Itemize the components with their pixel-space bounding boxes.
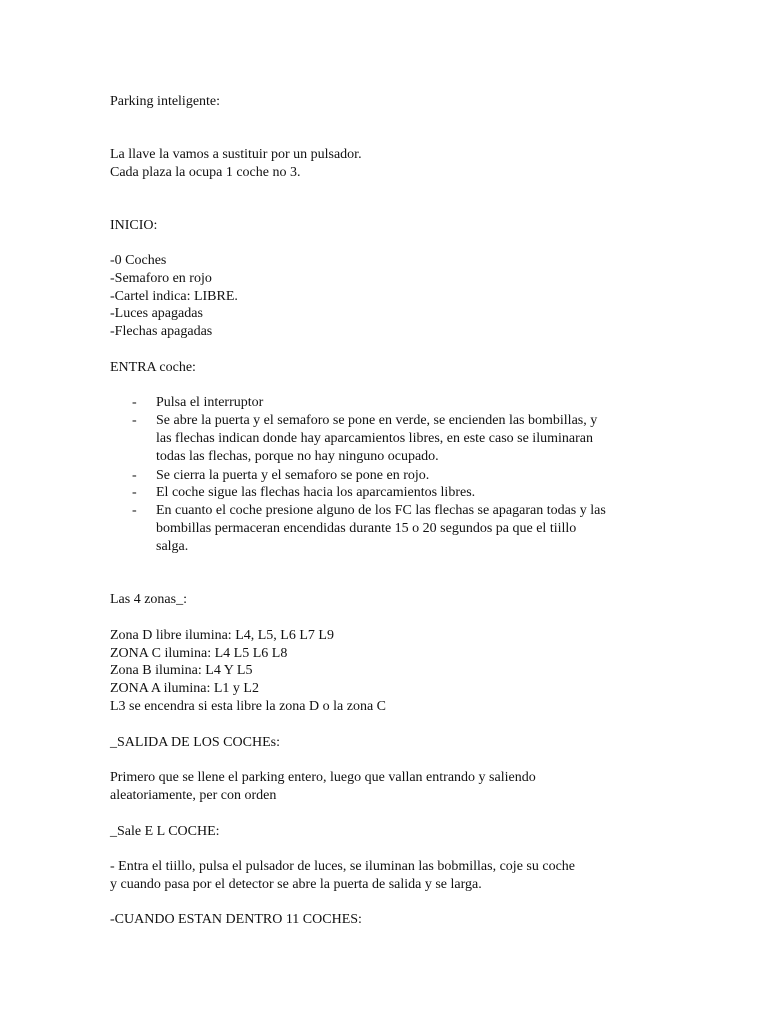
bullet-line: las flechas indican donde hay aparcamientos libres, en este caso se iluminaran <box>156 431 593 446</box>
zona-line: L3 se encendra si esta libre la zona D o la zona C <box>110 699 387 714</box>
salida-line: aleatoriamente, per con orden <box>110 788 277 803</box>
sale-line: - Entra el tiillo, pulsa el pulsador de luces, se iluminan las bobmillas, coje su coche <box>110 859 575 874</box>
zona-line: Zona B ilumina: L4 Y L5 <box>110 663 253 678</box>
bullet-marker: - <box>132 468 137 483</box>
bullet-marker: - <box>132 395 137 410</box>
entra-heading: ENTRA coche: <box>110 360 196 375</box>
bullet-item <box>156 502 666 556</box>
bullet-marker: - <box>132 485 137 500</box>
inicio-item: -Luces apagadas <box>110 306 203 321</box>
zona-line: Zona D libre ilumina: L4, L5, L6 L7 L9 <box>110 628 334 643</box>
bullet-line: En cuanto el coche presione alguno de los FC las flechas se apagaran todas y las <box>156 503 606 518</box>
zonas-heading: Las 4 zonas_: <box>110 592 187 607</box>
inicio-item: -Semaforo en rojo <box>110 271 212 286</box>
zona-line: ZONA A ilumina: L1 y L2 <box>110 681 259 696</box>
bullet-line: salga. <box>156 539 189 554</box>
salida-line: Primero que se llene el parking entero, luego que vallan entrando y saliendo <box>110 770 536 785</box>
bullet-line: Se abre la puerta y el semaforo se pone en verde, se encienden las bombillas, y <box>156 413 598 428</box>
intro-line-2: Cada plaza la ocupa 1 coche no 3. <box>110 165 301 180</box>
inicio-item: -Flechas apagadas <box>110 324 213 339</box>
bullet-line: El coche sigue las flechas hacia los aparcamientos libres. <box>156 485 476 500</box>
sale-line: y cuando pasa por el detector se abre la puerta de salida y se larga. <box>110 877 482 892</box>
bullet-line: todas las flechas, porque no hay ninguno ocupado. <box>156 449 439 464</box>
bullet-line: Se cierra la puerta y el semaforo se pone en rojo. <box>156 468 430 483</box>
inicio-heading: INICIO: <box>110 218 158 233</box>
bullet-item <box>156 394 666 412</box>
bullet-item <box>156 467 666 485</box>
cuando-heading: -CUANDO ESTAN DENTRO 11 COCHES: <box>110 912 362 927</box>
bullet-marker: - <box>132 413 137 428</box>
intro-line-1: La llave la vamos a sustituir por un pulsador. <box>110 147 362 162</box>
salida-heading: _SALIDA DE LOS COCHEs: <box>110 735 280 750</box>
bullet-line: Pulsa el interruptor <box>156 395 264 410</box>
inicio-item: -Cartel indica: LIBRE. <box>110 289 238 304</box>
sale-heading: _Sale E L COCHE: <box>110 824 220 839</box>
bullet-item <box>156 484 666 502</box>
zona-line: ZONA C ilumina: L4 L5 L6 L8 <box>110 646 288 661</box>
bullet-marker: - <box>132 503 137 518</box>
bullet-line: bombillas permaceran encendidas durante 15 o 20 segundos pa que el tiillo <box>156 521 577 536</box>
bullet-item <box>156 412 666 466</box>
inicio-item: -0 Coches <box>110 253 167 268</box>
document-title: Parking inteligente: <box>110 94 221 109</box>
